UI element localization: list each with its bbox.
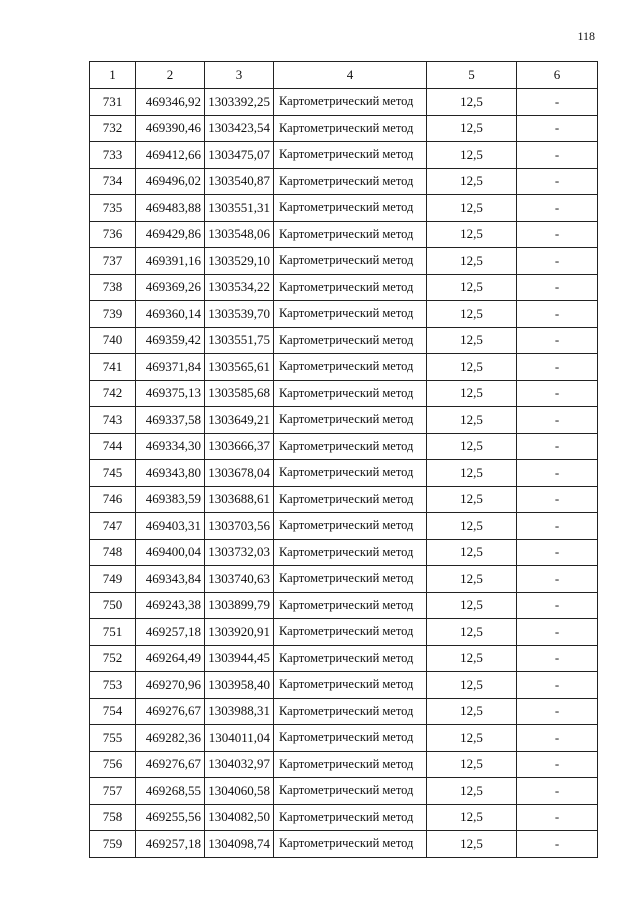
y-coordinate-cell: 1303529,10 xyxy=(205,248,274,275)
note-cell: - xyxy=(517,221,598,248)
note-cell: - xyxy=(517,248,598,275)
precision-cell: 12,5 xyxy=(427,195,517,222)
x-coordinate-cell: 469360,14 xyxy=(136,301,205,328)
note-cell: - xyxy=(517,486,598,513)
table-row xyxy=(90,327,598,354)
note-cell: - xyxy=(517,592,598,619)
method-cell: Картометрический метод xyxy=(274,725,427,752)
y-coordinate-cell: 1303540,87 xyxy=(205,168,274,195)
method-cell: Картометрический метод xyxy=(274,168,427,195)
x-coordinate-cell: 469243,38 xyxy=(136,592,205,619)
note-cell: - xyxy=(517,539,598,566)
y-coordinate-cell: 1304082,50 xyxy=(205,804,274,831)
point-number-cell: 736 xyxy=(90,221,136,248)
coordinates-table xyxy=(89,61,598,858)
x-coordinate-cell: 469337,58 xyxy=(136,407,205,434)
header-cell-3: 3 xyxy=(205,62,274,89)
table-row xyxy=(90,89,598,116)
method-cell: Картометрический метод xyxy=(274,672,427,699)
note-cell: - xyxy=(517,115,598,142)
y-coordinate-cell: 1303899,79 xyxy=(205,592,274,619)
method-cell: Картометрический метод xyxy=(274,698,427,725)
precision-cell: 12,5 xyxy=(427,89,517,116)
y-coordinate-cell: 1303920,91 xyxy=(205,619,274,646)
note-cell: - xyxy=(517,698,598,725)
x-coordinate-cell: 469375,13 xyxy=(136,380,205,407)
precision-cell: 12,5 xyxy=(427,645,517,672)
y-coordinate-cell: 1303958,40 xyxy=(205,672,274,699)
method-cell: Картометрический метод xyxy=(274,433,427,460)
x-coordinate-cell: 469343,84 xyxy=(136,566,205,593)
point-number-cell: 731 xyxy=(90,89,136,116)
table-row xyxy=(90,804,598,831)
precision-cell: 12,5 xyxy=(427,460,517,487)
point-number-cell: 752 xyxy=(90,645,136,672)
note-cell: - xyxy=(517,831,598,858)
point-number-cell: 750 xyxy=(90,592,136,619)
table-row xyxy=(90,566,598,593)
table-row xyxy=(90,301,598,328)
y-coordinate-cell: 1303475,07 xyxy=(205,142,274,169)
y-coordinate-cell: 1303585,68 xyxy=(205,380,274,407)
y-coordinate-cell: 1303678,04 xyxy=(205,460,274,487)
table-row xyxy=(90,486,598,513)
precision-cell: 12,5 xyxy=(427,248,517,275)
method-cell: Картометрический метод xyxy=(274,89,427,116)
point-number-cell: 742 xyxy=(90,380,136,407)
header-cell-6: 6 xyxy=(517,62,598,89)
y-coordinate-cell: 1303944,45 xyxy=(205,645,274,672)
note-cell: - xyxy=(517,89,598,116)
note-cell: - xyxy=(517,804,598,831)
y-coordinate-cell: 1303732,03 xyxy=(205,539,274,566)
x-coordinate-cell: 469412,66 xyxy=(136,142,205,169)
y-coordinate-cell: 1303703,56 xyxy=(205,513,274,540)
table-row xyxy=(90,195,598,222)
precision-cell: 12,5 xyxy=(427,301,517,328)
method-cell: Картометрический метод xyxy=(274,142,427,169)
precision-cell: 12,5 xyxy=(427,592,517,619)
method-cell: Картометрический метод xyxy=(274,804,427,831)
precision-cell: 12,5 xyxy=(427,168,517,195)
x-coordinate-cell: 469371,84 xyxy=(136,354,205,381)
x-coordinate-cell: 469255,56 xyxy=(136,804,205,831)
x-coordinate-cell: 469346,92 xyxy=(136,89,205,116)
x-coordinate-cell: 469334,30 xyxy=(136,433,205,460)
method-cell: Картометрический метод xyxy=(274,539,427,566)
method-cell: Картометрический метод xyxy=(274,592,427,619)
y-coordinate-cell: 1303565,61 xyxy=(205,354,274,381)
y-coordinate-cell: 1303649,21 xyxy=(205,407,274,434)
table-row xyxy=(90,725,598,752)
precision-cell: 12,5 xyxy=(427,725,517,752)
y-coordinate-cell: 1303539,70 xyxy=(205,301,274,328)
x-coordinate-cell: 469257,18 xyxy=(136,619,205,646)
y-coordinate-cell: 1303688,61 xyxy=(205,486,274,513)
point-number-cell: 744 xyxy=(90,433,136,460)
table-header xyxy=(90,62,598,89)
point-number-cell: 748 xyxy=(90,539,136,566)
point-number-cell: 755 xyxy=(90,725,136,752)
point-number-cell: 746 xyxy=(90,486,136,513)
table-row xyxy=(90,698,598,725)
precision-cell: 12,5 xyxy=(427,513,517,540)
point-number-cell: 733 xyxy=(90,142,136,169)
header-cell-5: 5 xyxy=(427,62,517,89)
table-row xyxy=(90,354,598,381)
table-row xyxy=(90,751,598,778)
y-coordinate-cell: 1303534,22 xyxy=(205,274,274,301)
method-cell: Картометрический метод xyxy=(274,513,427,540)
y-coordinate-cell: 1303548,06 xyxy=(205,221,274,248)
point-number-cell: 739 xyxy=(90,301,136,328)
method-cell: Картометрический метод xyxy=(274,778,427,805)
method-cell: Картометрический метод xyxy=(274,380,427,407)
table-row xyxy=(90,115,598,142)
note-cell: - xyxy=(517,751,598,778)
note-cell: - xyxy=(517,327,598,354)
table-body xyxy=(90,89,598,858)
precision-cell: 12,5 xyxy=(427,831,517,858)
precision-cell: 12,5 xyxy=(427,274,517,301)
method-cell: Картометрический метод xyxy=(274,486,427,513)
note-cell: - xyxy=(517,433,598,460)
precision-cell: 12,5 xyxy=(427,142,517,169)
note-cell: - xyxy=(517,380,598,407)
note-cell: - xyxy=(517,168,598,195)
y-coordinate-cell: 1303666,37 xyxy=(205,433,274,460)
note-cell: - xyxy=(517,407,598,434)
precision-cell: 12,5 xyxy=(427,433,517,460)
point-number-cell: 741 xyxy=(90,354,136,381)
x-coordinate-cell: 469390,46 xyxy=(136,115,205,142)
precision-cell: 12,5 xyxy=(427,619,517,646)
x-coordinate-cell: 469496,02 xyxy=(136,168,205,195)
x-coordinate-cell: 469257,18 xyxy=(136,831,205,858)
precision-cell: 12,5 xyxy=(427,327,517,354)
point-number-cell: 751 xyxy=(90,619,136,646)
point-number-cell: 740 xyxy=(90,327,136,354)
method-cell: Картометрический метод xyxy=(274,566,427,593)
y-coordinate-cell: 1303988,31 xyxy=(205,698,274,725)
point-number-cell: 743 xyxy=(90,407,136,434)
header-row xyxy=(90,62,598,89)
x-coordinate-cell: 469369,26 xyxy=(136,274,205,301)
note-cell: - xyxy=(517,645,598,672)
point-number-cell: 758 xyxy=(90,804,136,831)
point-number-cell: 747 xyxy=(90,513,136,540)
table-row xyxy=(90,592,598,619)
table-row xyxy=(90,380,598,407)
point-number-cell: 745 xyxy=(90,460,136,487)
x-coordinate-cell: 469400,04 xyxy=(136,539,205,566)
precision-cell: 12,5 xyxy=(427,486,517,513)
header-cell-4: 4 xyxy=(274,62,427,89)
method-cell: Картометрический метод xyxy=(274,831,427,858)
header-cell-1: 1 xyxy=(90,62,136,89)
x-coordinate-cell: 469483,88 xyxy=(136,195,205,222)
point-number-cell: 749 xyxy=(90,566,136,593)
x-coordinate-cell: 469391,16 xyxy=(136,248,205,275)
note-cell: - xyxy=(517,142,598,169)
point-number-cell: 738 xyxy=(90,274,136,301)
precision-cell: 12,5 xyxy=(427,778,517,805)
note-cell: - xyxy=(517,778,598,805)
point-number-cell: 735 xyxy=(90,195,136,222)
method-cell: Картометрический метод xyxy=(274,354,427,381)
y-coordinate-cell: 1304060,58 xyxy=(205,778,274,805)
x-coordinate-cell: 469429,86 xyxy=(136,221,205,248)
header-cell-2: 2 xyxy=(136,62,205,89)
y-coordinate-cell: 1303392,25 xyxy=(205,89,274,116)
method-cell: Картометрический метод xyxy=(274,195,427,222)
method-cell: Картометрический метод xyxy=(274,327,427,354)
note-cell: - xyxy=(517,301,598,328)
table-row xyxy=(90,672,598,699)
point-number-cell: 757 xyxy=(90,778,136,805)
precision-cell: 12,5 xyxy=(427,115,517,142)
table-row xyxy=(90,274,598,301)
table-row xyxy=(90,168,598,195)
note-cell: - xyxy=(517,274,598,301)
method-cell: Картометрический метод xyxy=(274,301,427,328)
x-coordinate-cell: 469359,42 xyxy=(136,327,205,354)
precision-cell: 12,5 xyxy=(427,566,517,593)
table-row xyxy=(90,460,598,487)
table-row xyxy=(90,221,598,248)
table-row xyxy=(90,619,598,646)
precision-cell: 12,5 xyxy=(427,751,517,778)
table-row xyxy=(90,248,598,275)
y-coordinate-cell: 1304032,97 xyxy=(205,751,274,778)
y-coordinate-cell: 1303551,31 xyxy=(205,195,274,222)
method-cell: Картометрический метод xyxy=(274,645,427,672)
precision-cell: 12,5 xyxy=(427,698,517,725)
precision-cell: 12,5 xyxy=(427,672,517,699)
x-coordinate-cell: 469343,80 xyxy=(136,460,205,487)
x-coordinate-cell: 469276,67 xyxy=(136,751,205,778)
precision-cell: 12,5 xyxy=(427,380,517,407)
point-number-cell: 753 xyxy=(90,672,136,699)
y-coordinate-cell: 1304011,04 xyxy=(205,725,274,752)
note-cell: - xyxy=(517,672,598,699)
table-row xyxy=(90,645,598,672)
table-row xyxy=(90,778,598,805)
method-cell: Картометрический метод xyxy=(274,407,427,434)
y-coordinate-cell: 1303423,54 xyxy=(205,115,274,142)
method-cell: Картометрический метод xyxy=(274,751,427,778)
precision-cell: 12,5 xyxy=(427,407,517,434)
note-cell: - xyxy=(517,195,598,222)
note-cell: - xyxy=(517,725,598,752)
point-number-cell: 734 xyxy=(90,168,136,195)
x-coordinate-cell: 469264,49 xyxy=(136,645,205,672)
precision-cell: 12,5 xyxy=(427,804,517,831)
y-coordinate-cell: 1303551,75 xyxy=(205,327,274,354)
precision-cell: 12,5 xyxy=(427,221,517,248)
point-number-cell: 737 xyxy=(90,248,136,275)
x-coordinate-cell: 469270,96 xyxy=(136,672,205,699)
point-number-cell: 754 xyxy=(90,698,136,725)
method-cell: Картометрический метод xyxy=(274,619,427,646)
x-coordinate-cell: 469403,31 xyxy=(136,513,205,540)
note-cell: - xyxy=(517,513,598,540)
note-cell: - xyxy=(517,566,598,593)
y-coordinate-cell: 1304098,74 xyxy=(205,831,274,858)
x-coordinate-cell: 469268,55 xyxy=(136,778,205,805)
note-cell: - xyxy=(517,619,598,646)
table-row xyxy=(90,513,598,540)
table-row xyxy=(90,831,598,858)
method-cell: Картометрический метод xyxy=(274,460,427,487)
precision-cell: 12,5 xyxy=(427,539,517,566)
method-cell: Картометрический метод xyxy=(274,248,427,275)
y-coordinate-cell: 1303740,63 xyxy=(205,566,274,593)
method-cell: Картометрический метод xyxy=(274,221,427,248)
precision-cell: 12,5 xyxy=(427,354,517,381)
point-number-cell: 732 xyxy=(90,115,136,142)
table-row xyxy=(90,407,598,434)
point-number-cell: 759 xyxy=(90,831,136,858)
method-cell: Картометрический метод xyxy=(274,115,427,142)
x-coordinate-cell: 469282,36 xyxy=(136,725,205,752)
x-coordinate-cell: 469383,59 xyxy=(136,486,205,513)
table-row xyxy=(90,433,598,460)
table-row xyxy=(90,142,598,169)
note-cell: - xyxy=(517,460,598,487)
method-cell: Картометрический метод xyxy=(274,274,427,301)
note-cell: - xyxy=(517,354,598,381)
x-coordinate-cell: 469276,67 xyxy=(136,698,205,725)
page-number: 118 xyxy=(577,29,595,43)
point-number-cell: 756 xyxy=(90,751,136,778)
table-row xyxy=(90,539,598,566)
